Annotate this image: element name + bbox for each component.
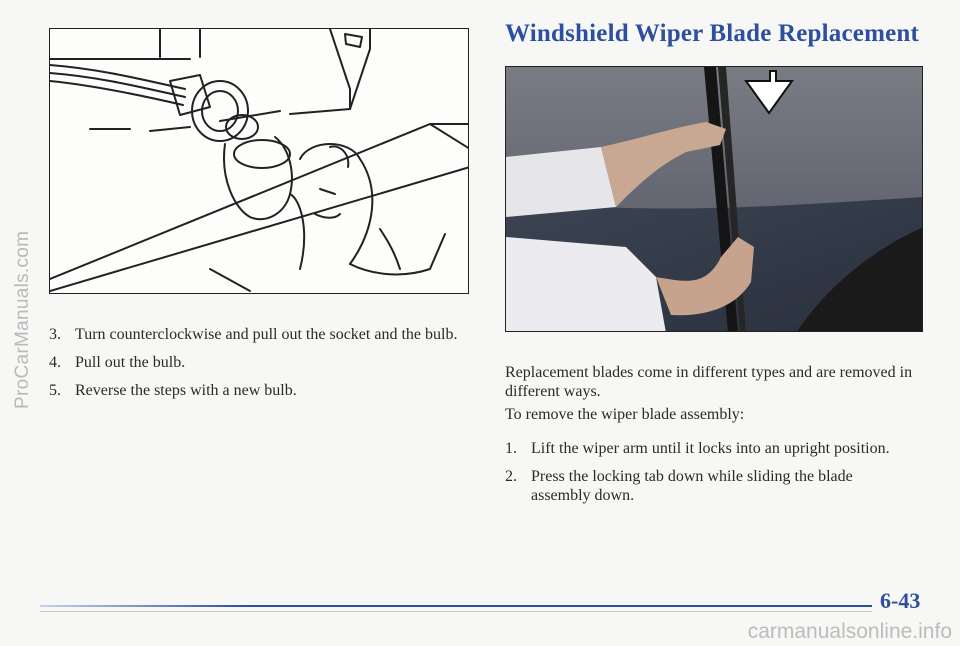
bulb-steps-list xyxy=(49,325,469,409)
bottom-watermark: carmanualsonline.info xyxy=(747,619,952,643)
bulb-socket-illustration xyxy=(49,28,469,294)
step-number: 5. xyxy=(49,382,61,399)
step-number: 3. xyxy=(49,326,61,343)
list-item xyxy=(49,353,469,372)
list-item xyxy=(49,381,469,400)
step-text: Pull out the bulb. xyxy=(75,354,186,371)
step-number: 1. xyxy=(505,440,517,457)
page-number: 6-43 xyxy=(880,588,921,613)
wiper-photo xyxy=(505,66,923,332)
footer-rule-secondary xyxy=(40,611,872,612)
section-title: Windshield Wiper Blade Replacement xyxy=(505,20,920,47)
bulb-socket-drawing xyxy=(50,29,469,294)
step-text: Reverse the steps with a new bulb. xyxy=(75,382,297,399)
list-item xyxy=(49,325,469,344)
side-watermark: ProCarManuals.com xyxy=(12,230,33,410)
step-text: Press the locking tab down while sliding the blade assembly down. xyxy=(531,468,853,504)
wiper-steps-list xyxy=(505,439,915,514)
step-text: Lift the wiper arm until it locks into an upright position. xyxy=(531,440,890,457)
intro-paragraph: Replacement blades come in different types and are removed in different ways. xyxy=(505,364,913,400)
list-item xyxy=(505,439,915,458)
instruction-lead: To remove the wiper blade assembly: xyxy=(505,406,745,423)
step-text: Turn counterclockwise and pull out the socket and the bulb. xyxy=(75,326,458,343)
step-number: 2. xyxy=(505,468,517,485)
footer-rule xyxy=(40,605,872,607)
step-number: 4. xyxy=(49,354,61,371)
wiper-photo-drawing xyxy=(506,67,923,332)
list-item xyxy=(505,467,915,505)
